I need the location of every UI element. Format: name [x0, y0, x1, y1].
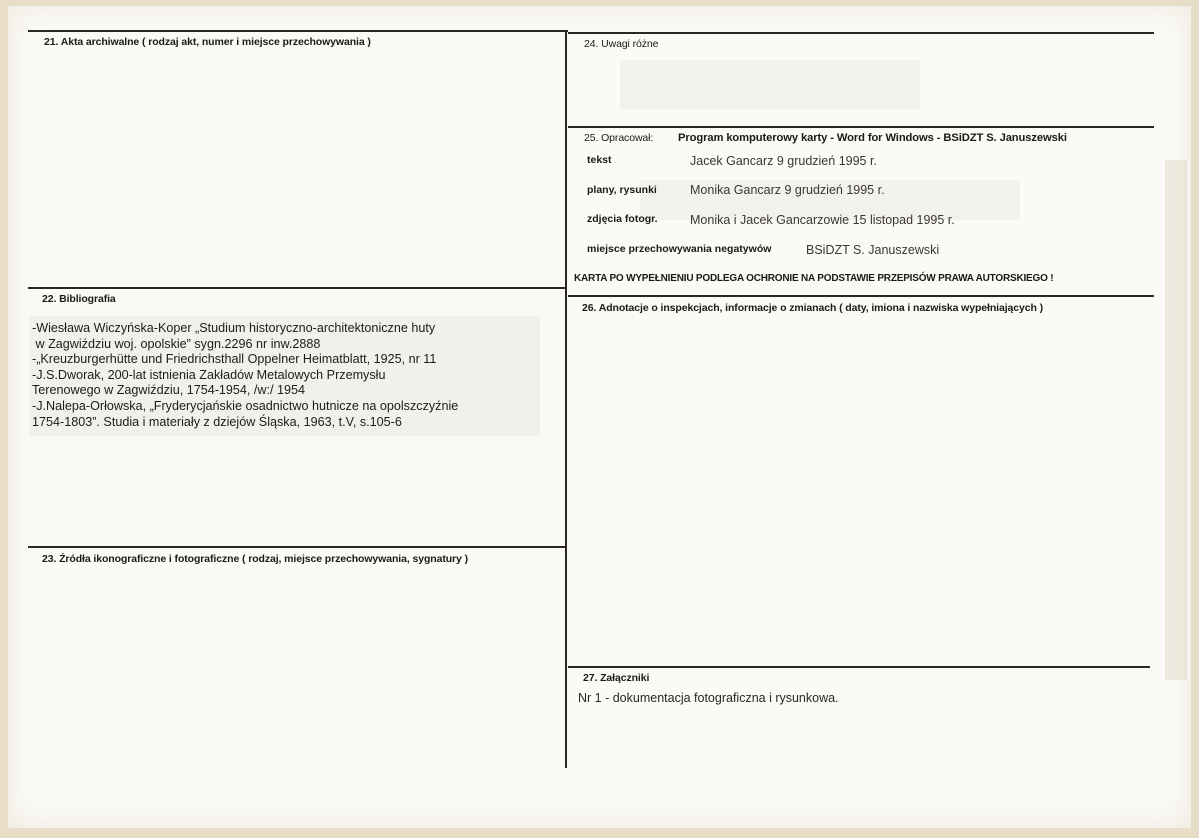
rule-section-26 [568, 295, 1154, 297]
rule-section-22 [28, 287, 566, 289]
negatives-value: BSiDZT S. Januszewski [806, 243, 940, 257]
rule-section-27 [568, 666, 1150, 668]
plans-value: Monika Gancarz 9 grudzień 1995 r. [690, 183, 885, 197]
bibliography-line: -J.Nalepa-Orłowska, „Fryderycjańskie osadnictwo hutnicze na opolszczyźnie [32, 398, 459, 413]
bibliography-line: Terenowego w Zagwiździu, 1754-1954, /w:/ 1954 [32, 383, 306, 398]
photos-value: Monika i Jacek Gancarzowie 15 listopad 1995 r. [690, 213, 955, 227]
section-27-label: 27. Załączniki [583, 672, 650, 684]
rule-section-25 [568, 126, 1154, 128]
plans-label: plany, rysunki [587, 184, 657, 196]
bibliography-line: 1754-1803”. Studia i materiały z dziejów Śląska, 1963, t.V, s.105-6 [32, 414, 402, 429]
rule-top-left [28, 30, 568, 32]
negatives-label: miejsce przechowywania negatywów [587, 243, 772, 255]
photos-label: zdjęcia fotogr. [587, 213, 658, 225]
bibliography-box [30, 316, 540, 436]
rule-section-23 [28, 546, 566, 548]
bibliography-line: w Zagwiździu woj. opolskie” sygn.2296 nr inw.2888 [32, 336, 321, 351]
bibliography-line: -J.S.Dworak, 200-lat istnienia Zakładów Metalowych Przemysłu [32, 367, 386, 382]
program-note: Program komputerowy karty - Word for Windows - BSiDZT S. Januszewski [678, 132, 1067, 144]
section-23-label: 23. Źródła ikonograficzne i fotograficzne ( rodzaj, miejsce przechowywania, sygnatury ) [42, 553, 468, 565]
copyright-notice: KARTA PO WYPEŁNIENIU PODLEGA OCHRONIE NA PODSTAWIE PRZEPISÓW PRAWA AUTORSKIEGO ! [574, 273, 1054, 284]
author-text-value: Jacek Gancarz 9 grudzień 1995 r. [690, 154, 877, 168]
paper-edge-stain [1165, 160, 1187, 680]
section-26-label: 26. Adnotacje o inspekcjach, informacje o zmianach ( daty, imiona i nazwiska wypełniających ) [582, 302, 1044, 314]
section-22-label: 22. Bibliografia [42, 293, 116, 305]
section-24-label: 24. Uwagi różne [584, 38, 659, 50]
bibliography-line: -„Kreuzburgerhütte und Friedrichsthall Oppelner Heimatblatt, 1925, nr 11 [32, 352, 437, 367]
bibliography-line: -Wiesława Wiczyńska-Koper „Studium historyczno-architektoniczne huty [32, 321, 436, 335]
attachments-text: Nr 1 - dokumentacja fotograficzna i rysunkowa. [578, 691, 839, 705]
column-divider [565, 30, 567, 768]
section-25-label: 25. Opracował: [584, 132, 654, 144]
paper-stain [620, 60, 920, 110]
author-text-label: tekst [587, 154, 612, 166]
section-21-label: 21. Akta archiwalne ( rodzaj akt, numer i miejsce przechowywania ) [44, 36, 371, 48]
rule-top-right [568, 32, 1154, 34]
